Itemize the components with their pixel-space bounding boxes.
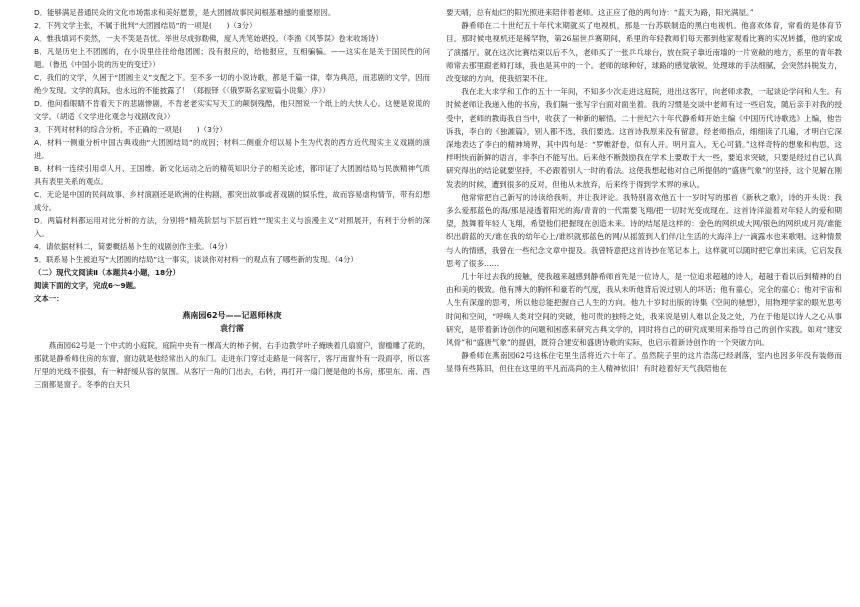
article-paragraph-continued: 要天晴，总有灿烂的阳光照进来陪伴着老师。这正应了他的两句诗：“蓝天为路，阳光满屋。”	[446, 8, 754, 17]
q2-option-a: A．惟我填词不奕然，一夫不笑是吾忧。举世尽成弥勒佛，度人秃笔始堪投。（李渔《风筝误》卷末收场诗）	[34, 34, 383, 43]
question-2-stem: 2．下列文学主张，不属于批判“大团圆结局”的一项是( )（3分）	[34, 21, 257, 30]
q2-option-c: C．我们的文学，久困于“团圆主义”支配之下。至不多一切的小说诗歌，都是千篇一律，奉为典范，而悲剧的文学，因而绝少发现。文学的真际，也永远的不能披露了！（郑振铎《〈俄罗斯名家短篇小说集〉序》）	[34, 73, 430, 95]
article-paragraph-6: 静希师在燕南园62号这栋住宅里生活将近六十年了。虽然院子里的这片浩荡已经剥落，室内也因多年没有装修而显得有些陈旧，但住在这里的平凡而高尚的主人精神依旧！有时趁着好天气我陪他在	[446, 351, 842, 374]
text-label: 文本一：	[34, 294, 64, 303]
article-paragraph-2: 静希师在二十世纪五十年代末期就买了电视机，那是一台苏联制造的黑白电视机。他喜欢体育，常看的是体育节目。那时候电视机还是稀罕物，第26届世乒赛期间，系里的年轻教师们每天都到他家观看比赛的实况转播，他的家成了演播厅。就在这次比赛结束以后不久，老师买了一张乒乓球台，放在院子靠近南墙的一片宽敞的地方，系里的青年教师常去那里跟老师打球，我也是其中的一个。老师的球种好，球路的感觉敏锐，处理球的手法细腻，会突然抖脱发力，改变球的方向，使我招架不住。	[446, 21, 842, 84]
article-author: 袁行霈	[220, 324, 244, 333]
article-title: 燕南园62号——记恩师林庚	[182, 311, 282, 320]
article-paragraph-4: 他常常把自己新写的诗读给我听，并让我评论。我特别喜欢他五十一岁时写的那首《新秋之歌》，诗的开头说：我多么爱那蓝色的海/那是浸透着阳光的海/青青的一代需要飞翔/把一切时光变成现在。这首诗洋溢着对年轻人的爱和期望，鼓舞着年轻人飞翔，希望他们把握现在创造未来。诗的结尾是这样的：金色的网织成大网/银色的网织成月亮/谁能织出蔚蓝的天/谁在我的幼年心上/谁织就那蓝色的网/从摇篮到人们伴/让生活的大海洋上/一滴露水也来歌唱。这种情景与人的情感，我曾在一些纪念文章中提及。我曾特意把这首诗抄在笔记本上，这样就可以随时把它拿出来读，它启发我思考了很多……	[446, 192, 842, 268]
q3-option-c: C．无论是中国的民间故事、乡村演剧还是欧洲的住构剧，都突出故事或者戏剧的娱乐性，故而容易虐构情节，带有幻想成分。	[34, 190, 430, 212]
article-paragraph-5: 几十年过去我的接触，使我越来越感到静希师首先是一位诗人，是一位追求超越的诗人，超越于看以后到精神的自由和美的极致。他有博大的胸怀和豪若的气度，我从未听他背后说过别人的坏话；他有童心，完全的童心；他对宇宙和人生有深邃的思考，所以他总能把握自己人生的方向。他九十岁时出版的诗集《空间的驰想》，用物理学家的眼光思考时间和空间，“呼唤人类对空间的突破，他可贵的独特之处，我来说是别人难以企及之处，乃在于他是以诗人之心从事研究，是带着新诗创作的问题和困惑来研究古典文学的，同时将自己的研究成果用来指导自己的创作实践。如对“建安风骨”和“盛唐气象”的提倡，既符合建安和盛唐诗歌的实际，也启示着新诗创作的一个突破方向。	[446, 272, 842, 348]
q2-option-d: D．他问看眼睛不肯看天下的悲剧惨剧，不肯老老实实写天工的颠倒残酷，他只图说一个纸上的大快人心。这便是说谎的文学。（胡适《文学进化观念与戏剧改良》）	[34, 99, 430, 121]
q3-option-d: D．两篇材料都运用对比分析的方法，分别将“精英阶层与下层百姓”“现实主义与浪漫主义”对照展开，有利于分析的深入。	[34, 216, 430, 238]
q3-option-b: B．材料一连续引用卓人月、王国维、新文化运动之后的精英知识分子的相关论述，都印证了大团圆结局与民族精神气质具有表里关系的观点。	[34, 164, 430, 186]
section-instruction: 阅读下面的文字，完成6～9题。	[34, 281, 141, 290]
q1-option-d: D．能够满足普通民众的文化市场需求和美好愿景，是大团圆故事民间根基难撼的重要原因。	[34, 8, 336, 17]
article-paragraph-1: 燕南园62号是一个中式的小庭院，庭院中央有一棵高大的柿子树，右手边教学叶子掩映着几扇窗户，窗槛雕了花的，那就是静希师住房的东窗，窗边就是他经常出入的东门。走进东门穿过走路是一间客厅，客厅南窗外有一段雨亭，所以客厅里的光线不很强，有一种舒缓从容的氛围。从客厅一角的门出去，右转，再打开一扇门便是他的书房，那里东、南、西三面都是窗子。冬季的白天只	[34, 341, 430, 389]
question-5: 5．联系易卜生被迫写“大团圆的结局”这一事实，谈谈你对材料一的观点有了哪些新的发现。（4分）	[34, 255, 358, 264]
question-3-stem: 3．下列对材料的综合分析，不正确的一项是( )（3分）	[34, 125, 227, 134]
left-column	[34, 6, 430, 607]
section-heading: （二）现代文阅读Ⅱ（本题共4小题，18分）	[34, 268, 180, 277]
right-column	[446, 6, 842, 607]
q3-option-a: A．材料一侧重分析中国古典戏曲“大团圆结局”的成因；材料二侧重介绍以易卜生为代表的西方近代现实主义戏剧的演进。	[34, 138, 430, 160]
article-paragraph-3: 我在北大求学和工作的五十一年间，不知多少次走进这庭院，进出这客厅，向老师求教，一起谈论学问和人生。有时候老师让我递入他的书房，我们隔一张写字台面对面坐着。我的习惯是交谈中老师有过一些启发，随后亲手对我的授受中，老师的教诲我自当中，收获了一种新的解悟。二十世纪六十年代静希师开始主编《中国历代诗歌选》上编，他告诉我，李白的《独漉篇》，别人都不选，我们要选。这首诗我原来没有留意，经老师指点，细细读了几遍，才明白它深深地表达了李白的精神境界，其中四句是：“罗帷舒卷，似有人开。明月直入，无心可猜。”这样奇特的想象和构思，这样明快而新鲜的语言，非李白不能写出。后来他不断鼓励我在学术上要敢于大一些，要追求突破，只要是经过自己认真研究得出的结论就要坚持，不必跟着别人一时的看法。这使我想起他对自己所提倡的“盛唐气象”的坚持，这个见解在刚发表的时候，遭到很多的反对，但他从未放弃，后来终于得到学术界的承认。	[446, 87, 842, 189]
question-4: 4．请依据材料二，简要概括易卜生的戏剧创作主张。（4分）	[34, 242, 232, 251]
q2-option-b: B．凡是历史上不团圆的，在小说里往往给他团圆；没有报应的，给他报应，互相骗骗。——这实在是关于国民性的问题。（鲁迅《中国小说的历史的变迁》）	[34, 47, 430, 69]
